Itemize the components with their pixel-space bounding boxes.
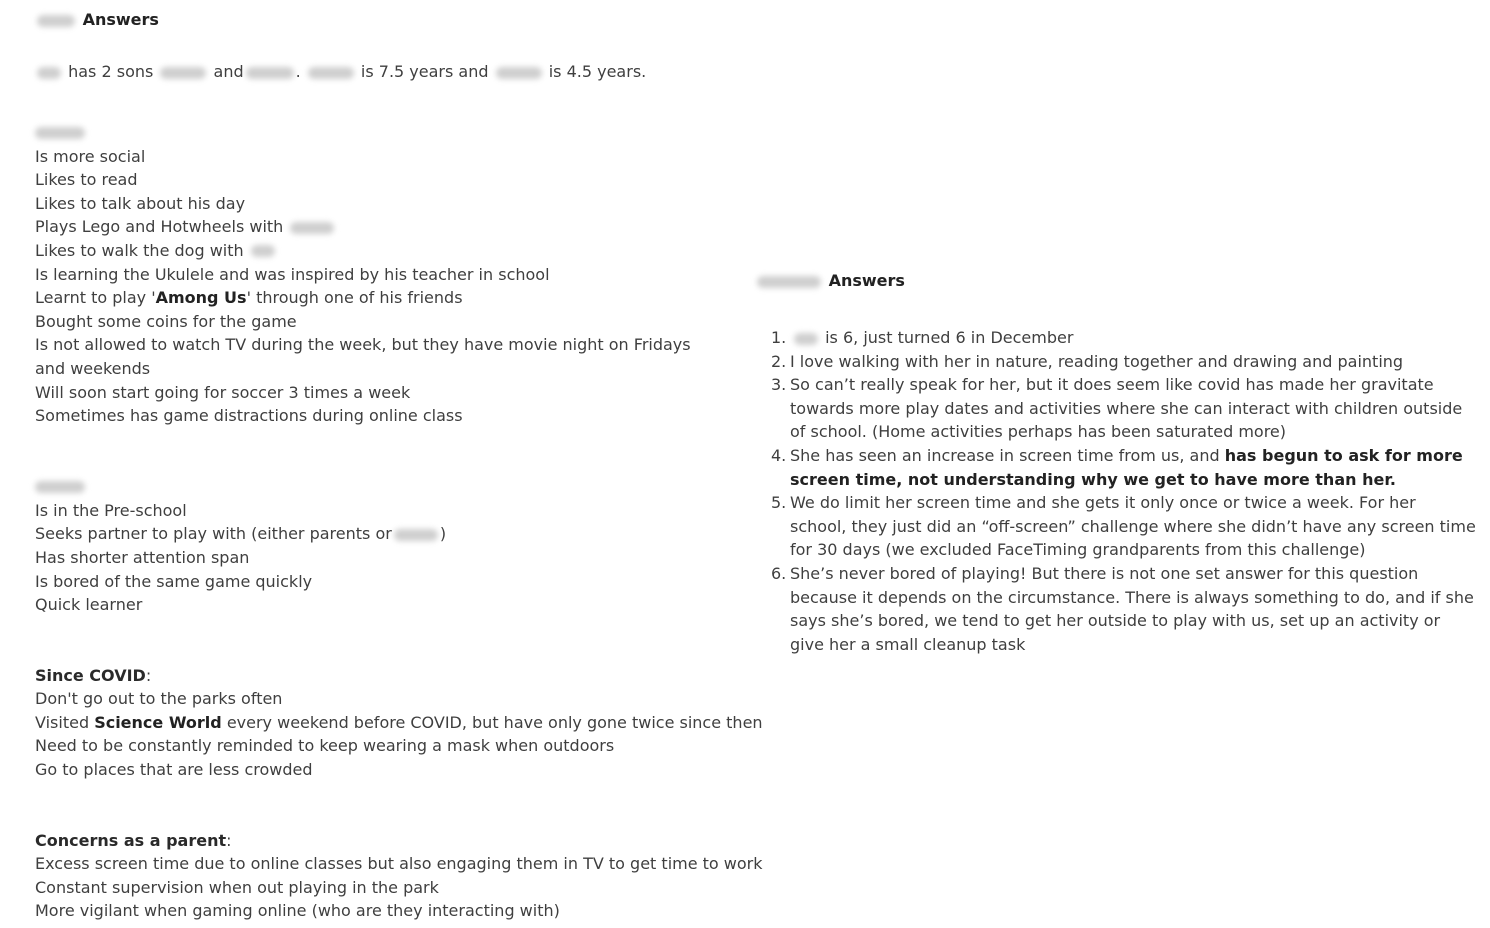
redacted-name bbox=[35, 481, 85, 493]
son2-name-label bbox=[35, 475, 735, 499]
list-item: Likes to walk the dog with bbox=[35, 239, 735, 263]
list-item: Likes to talk about his day bbox=[35, 193, 246, 213]
list-item: Is bored of the same game quickly bbox=[35, 571, 313, 591]
son1-traits bbox=[35, 145, 735, 428]
list-item: 2. I love walking with her in nature, reading together and drawing and painting bbox=[771, 351, 1404, 371]
son2-traits bbox=[35, 499, 735, 617]
redacted-name bbox=[496, 67, 542, 79]
list-item: Likes to read bbox=[35, 170, 138, 190]
section-heading: Since COVID: bbox=[35, 665, 152, 685]
redacted-name bbox=[251, 245, 275, 257]
list-item: Plays Lego and Hotwheels with bbox=[35, 215, 735, 239]
redacted-name bbox=[290, 222, 334, 234]
redacted-name bbox=[37, 67, 61, 79]
list-item: Sometimes has game distractions during online class bbox=[35, 406, 463, 426]
left-title: Answers bbox=[35, 9, 735, 31]
list-item: Need to be constantly reminded to keep wearing a mask when outdoors bbox=[35, 736, 615, 756]
section-heading: Concerns as a parent: bbox=[35, 830, 232, 850]
list-item: 3. So can’t really speak for her, but it does seem like covid has made her gravitate towards more play dates and activities where she can interact with children outside of school. (Home activities perhaps has been saturated more) bbox=[771, 375, 1463, 442]
list-item: Will soon start going for soccer 3 times a week bbox=[35, 382, 411, 402]
redacted-name bbox=[794, 333, 818, 345]
list-item: Is in the Pre-school bbox=[35, 500, 187, 520]
redacted-name bbox=[37, 15, 75, 27]
redacted-name bbox=[757, 276, 821, 288]
list-item: Has shorter attention span bbox=[35, 547, 250, 567]
list-item: Learnt to play 'Among Us' through one of his friends bbox=[35, 288, 463, 308]
concerns-section bbox=[35, 829, 763, 923]
list-item: 4. She has seen an increase in screen time from us, and has begun to ask for more screen time, not understanding why we get to have more than her. bbox=[771, 445, 1463, 489]
list-item: Quick learner bbox=[35, 595, 143, 615]
redacted-name bbox=[35, 127, 85, 139]
intro-line: has 2 sons and . is 7.5 years and is 4.5 years. bbox=[35, 60, 735, 84]
redacted-name bbox=[394, 529, 438, 541]
left-answers-column bbox=[35, 9, 763, 923]
covid-section bbox=[35, 664, 763, 782]
list-item: Don't go out to the parks often bbox=[35, 689, 283, 709]
list-item: Constant supervision when out playing in the park bbox=[35, 877, 439, 897]
redacted-name bbox=[308, 67, 354, 79]
redacted-name bbox=[246, 67, 294, 79]
list-item: Bought some coins for the game bbox=[35, 311, 297, 331]
list-item: Is more social bbox=[35, 146, 146, 166]
list-item: 5. We do limit her screen time and she gets it only once or twice a week. For her school, they just did an “off-screen” challenge where she didn’t have any screen time for 30 days (we excluded FaceTiming grandparents from this challenge) bbox=[771, 493, 1476, 560]
redacted-name bbox=[160, 67, 206, 79]
list-item: Is learning the Ukulele and was inspired by his teacher in school bbox=[35, 264, 550, 284]
right-answers-column bbox=[757, 270, 1477, 656]
list-item: Is not allowed to watch TV during the week, but they have movie night on Fridays and weekends bbox=[35, 335, 691, 378]
list-item: 1. is 6, just turned 6 in December bbox=[771, 328, 1074, 347]
list-item: Go to places that are less crowded bbox=[35, 760, 313, 780]
son1-name-label bbox=[35, 121, 735, 145]
list-item: Visited Science World every weekend before COVID, but have only gone twice since then bbox=[35, 712, 763, 732]
list-item: 6. She’s never bored of playing! But there is not one set answer for this question because it depends on the circumstance. There is always something to do, and if she says she’s bored, we tend to get her outside to play with us, set up an activity or give her a small cleanup task bbox=[771, 563, 1474, 654]
list-item: Seeks partner to play with (either parents or ) bbox=[35, 524, 447, 544]
list-item: More vigilant when gaming online (who are they interacting with) bbox=[35, 901, 560, 921]
right-title: Answers bbox=[757, 270, 1477, 292]
answers-list bbox=[757, 326, 1477, 656]
list-item: Excess screen time due to online classes but also engaging them in TV to get time to work bbox=[35, 854, 763, 874]
